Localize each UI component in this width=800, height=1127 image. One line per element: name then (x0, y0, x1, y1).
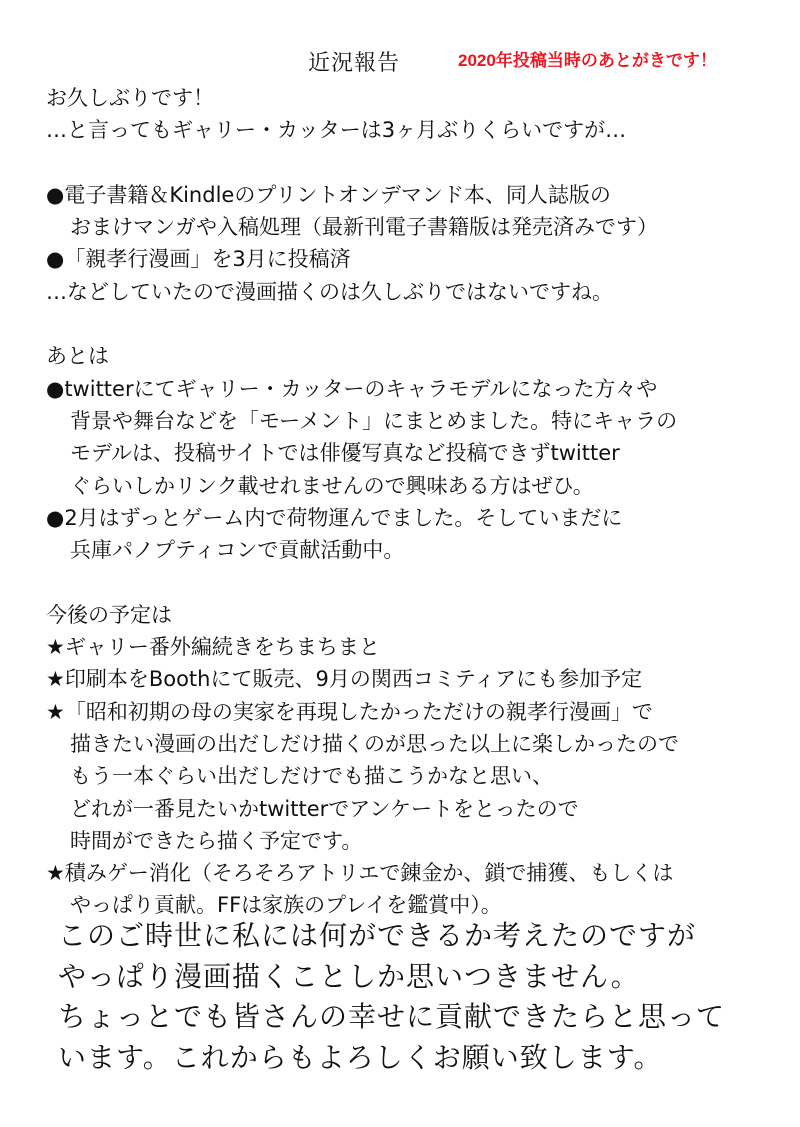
recent-summary: …などしていたので漫画描くのは久しぶりではないですね。 (46, 279, 613, 304)
closing-line-3: ちょっとでも皆さんの幸せに貢献できたらと思って (58, 1000, 726, 1033)
plan-item-4-line-2: やっぱり貢献。FFは家族のプレイを鑑賞中）。 (70, 893, 502, 918)
recent-bullet-1-line-1: ●電子書籍＆Kindleのプリントオンデマンド本、同人誌版の (46, 182, 611, 207)
intro-line: …と言ってもギャリー・カッターは3ヶ月ぶりくらいですが… (46, 118, 627, 143)
plan-item-3-line-2: 描きたい漫画の出だしだけ描くのが思った以上に楽しかったので (70, 731, 679, 756)
greeting-line: お久しぶりです！ (46, 86, 214, 110)
closing-message (58, 916, 778, 1078)
page-title: 近況報告 (308, 51, 401, 76)
closing-line-1: このご時世に私には何ができるか考えたのですが (58, 919, 697, 952)
plan-item-1: ★ギャリー番外編続きをちまちまと (46, 635, 380, 660)
plans-heading: 今後の予定は (46, 602, 172, 627)
other-bullet-1-line-3: モデルは、投稿サイトでは俳優写真など投稿できずtwitter (70, 441, 620, 466)
other-bullet-1-line-1: ●twitterにてギャリー・カッターのキャラモデルになった方々や (46, 376, 658, 401)
recent-bullet-2: ●「親孝行漫画」を3月に投稿済 (46, 247, 351, 272)
plan-item-3-line-3: もう一本ぐらい出だしだけでも描こうかなと思い、 (70, 764, 553, 789)
closing-line-2: やっぱり漫画描くことしか思いつきません。 (58, 959, 640, 993)
other-bullet-2-line-1: ●2月はずっとゲーム内で荷物運んでました。そしていまだに (46, 505, 623, 530)
report-body (46, 82, 786, 922)
spacer (46, 566, 786, 598)
spacer (46, 308, 786, 340)
plan-item-3-line-1: ★「昭和初期の母の実家を再現したかっただけの親孝行漫画」で (46, 699, 653, 724)
closing-line-4: います。これからもよろしくお願い致します。 (58, 1040, 663, 1074)
other-heading: あとは (46, 344, 109, 369)
recent-bullet-1-line-2: おまけマンガや入稿処理（最新刊電子書籍版は発売済みです） (70, 215, 658, 240)
posting-note: 2020年投稿当時のあとがきです！ (458, 51, 717, 70)
other-bullet-2-line-2: 兵庫パノプティコンで貢献活動中。 (70, 538, 405, 563)
other-bullet-1-line-2: 背景や舞台などを「モーメント」にまとめました。特にキャラの (70, 408, 678, 433)
other-bullet-1-line-4: ぐらいしかリンク載せれませんので興味ある方はぜひ。 (70, 473, 594, 498)
plan-item-3-line-5: 時間ができたら描く予定です。 (70, 828, 363, 853)
spacer (46, 147, 786, 179)
plan-item-4-line-1: ★積みゲー消化（そろそろアトリエで錬金か、鎖で捕獲、もしくは (46, 861, 674, 886)
plan-item-2: ★印刷本をBoothにて販売、9月の関西コミティアにも参加予定 (46, 667, 643, 692)
plan-item-3-line-4: どれが一番見たいかtwitterでアンケートをとったので (70, 796, 579, 821)
